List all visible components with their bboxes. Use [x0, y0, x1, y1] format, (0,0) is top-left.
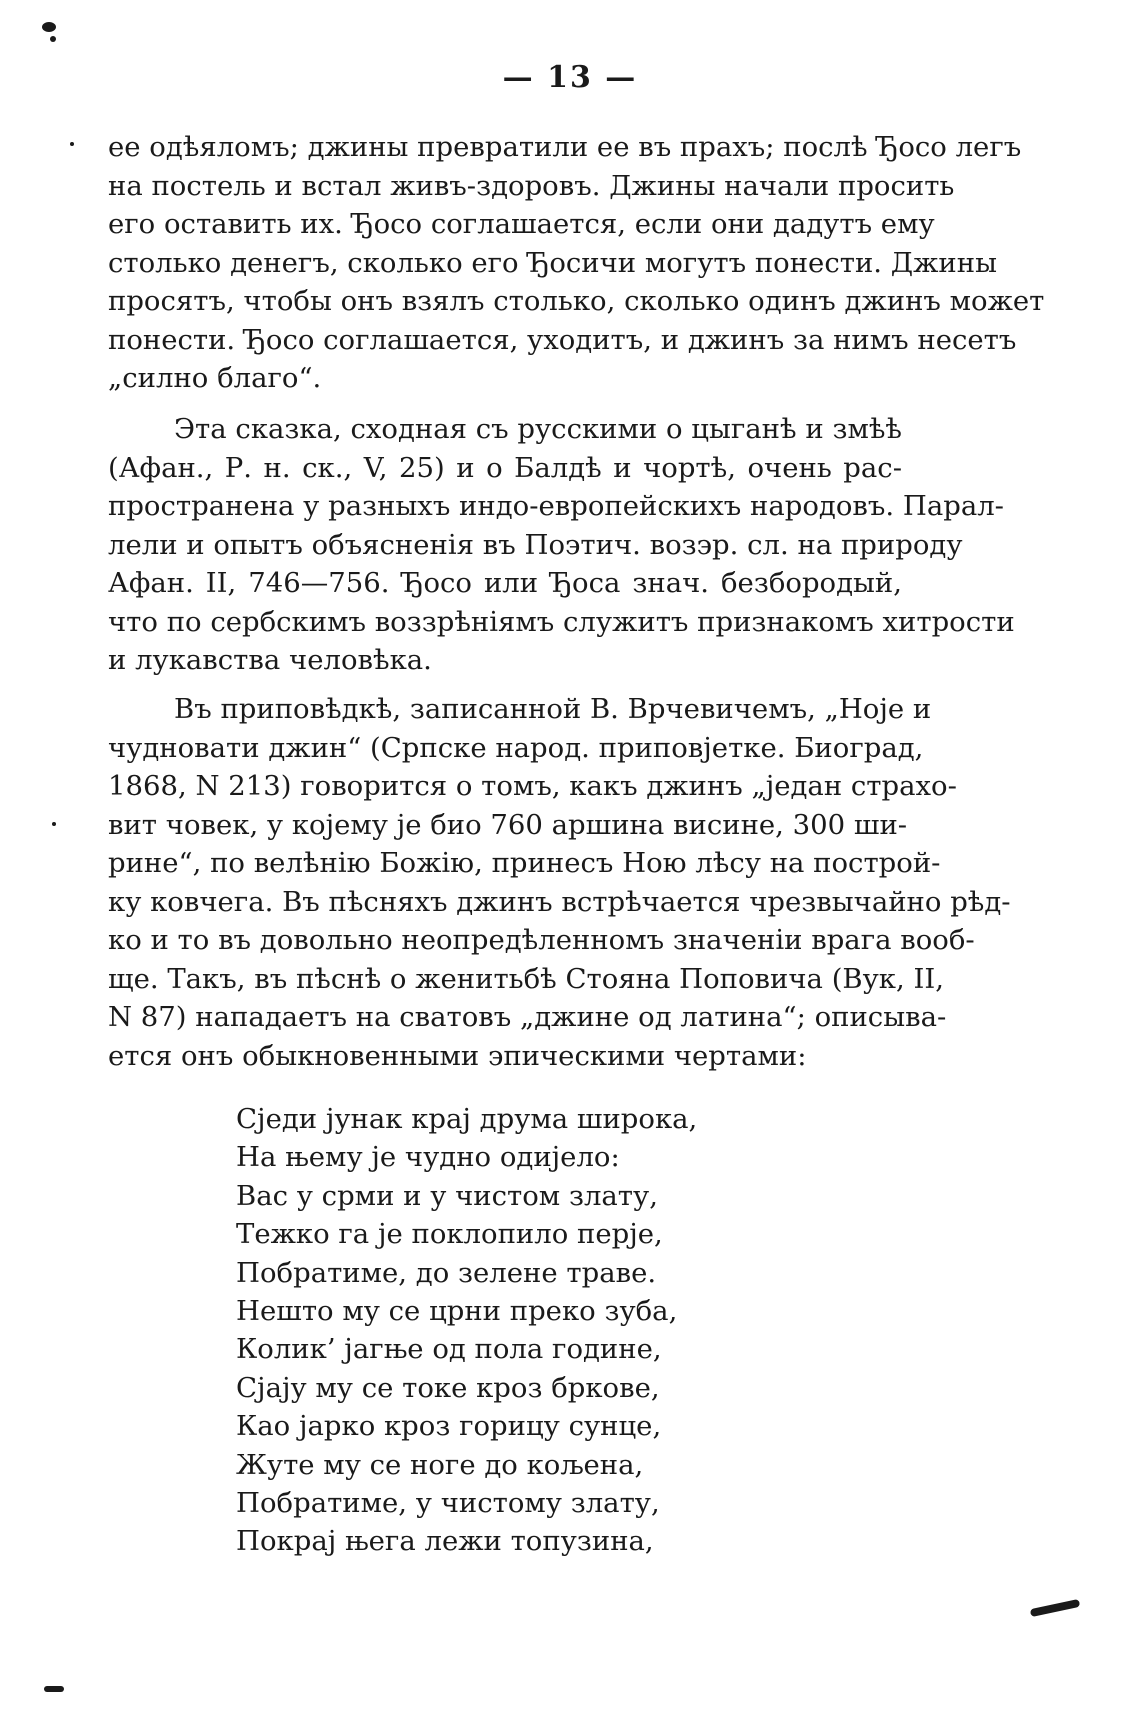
scan-speck-bottom-left [44, 1686, 64, 1692]
poem-verse: Сједи јунак крај друма широка, [236, 1103, 698, 1135]
scan-speck-margin [52, 822, 56, 826]
poem-verse: Сјају му се токе кроз бркове, [236, 1371, 660, 1404]
scan-speck-top-left [42, 22, 56, 32]
text-line: просятъ, чтобы онъ взялъ столько, сколько одинъ джинъ может [108, 285, 1045, 317]
text-line: N 87) нападаетъ на сватовъ „джине од латина“; описыва- [108, 1001, 947, 1033]
text-line: Афан. II, 746—756. Ђосо или Ђоса знач. безбородый, [108, 567, 902, 599]
text-line: на постель и встал живъ-здоровъ. Джины начали просить [108, 169, 955, 202]
text-line: Въ приповѣдкѣ, записанной В. Врчевичемъ, „Ноје и [174, 693, 932, 725]
text-line: столько денегъ, сколько его Ђосичи могутъ понести. Джины [108, 246, 997, 279]
text-line: ко и то въ довольно неопредѣленномъ значеніи врага вооб- [108, 924, 975, 956]
poem-verse: Нешто му се црни преко зуба, [236, 1295, 678, 1328]
text-line: пространена у разныхъ индо-европейскихъ народовъ. Парал- [108, 490, 1004, 522]
text-line: ку ковчега. Въ пѣсняхъ джинъ встрѣчается чрезвычайно рѣд- [108, 885, 1011, 918]
poem-verse: Покрај њега лежи топузина, [236, 1525, 654, 1558]
text-line: „силно благо“. [108, 362, 322, 394]
scan-speck-bottom-right [1030, 1599, 1081, 1617]
poem-verse: Побратиме, у чистому злату, [236, 1487, 660, 1520]
text-line: ще. Такъ, въ пѣснѣ о женитьбѣ Стояна Поповича (Вук, II, [108, 962, 944, 995]
page-number: — 13 — [502, 60, 638, 95]
text-line: его оставить их. Ђосо соглашается, если они дадутъ ему [108, 208, 935, 240]
poem-verse: Као јарко кроз горицу сунце, [236, 1410, 662, 1443]
poem-verse: На њему је чудно одијело: [236, 1141, 620, 1174]
poem-verse: Колик’ јагње од пола године, [236, 1333, 662, 1366]
text-line: ется онъ обыкновенными эпическими чертами: [108, 1039, 807, 1072]
paragraph-3 [108, 690, 1011, 1075]
paragraph-1 [108, 128, 1045, 398]
text-line: Эта сказка, сходная съ русскими о цыганѣ и змѣѣ [174, 413, 902, 445]
poem-verse: Тежко га је поклопило перје, [236, 1218, 663, 1251]
poem-verse: Вас у срми и у чистом злату, [236, 1179, 658, 1212]
poem-block [236, 1100, 697, 1561]
scan-speck-top-left-2 [50, 36, 56, 42]
text-line: понести. Ђосо соглашается, уходитъ, и джинъ за нимъ несетъ [108, 323, 1017, 356]
paragraph-2 [108, 410, 1015, 680]
text-line: 1868, N 213) говорится о томъ, какъ джинъ „један страхо- [108, 770, 957, 802]
text-line: лели и опытъ объясненія въ Поэтич. возэр. сл. на природу [108, 528, 963, 561]
text-line: чудновати джин“ (Српске народ. приповјетке. Биоград, [108, 731, 924, 764]
text-line: рине“, по велѣнію Божію, принесъ Ною лѣсу на построй- [108, 847, 941, 879]
scan-speck-margin [70, 142, 74, 146]
text-line: ее одѣяломъ; джины превратили ее въ прахъ; послѣ Ђосо легъ [108, 131, 1022, 163]
poem-verse: Побратиме, до зелене траве. [236, 1256, 657, 1289]
text-line: вит човек, у којему је био 760 аршина висине, 300 ши- [108, 808, 908, 841]
text-line: что по сербскимъ воззрѣніямъ служитъ признакомъ хитрости [108, 605, 1015, 638]
text-line: (Афан., Р. н. ск., V, 25) и о Балдѣ и чортѣ, очень рас- [108, 451, 902, 484]
text-line: и лукавства человѣка. [108, 644, 432, 676]
poem-verse: Жуте му се ноге до кољена, [236, 1448, 644, 1481]
